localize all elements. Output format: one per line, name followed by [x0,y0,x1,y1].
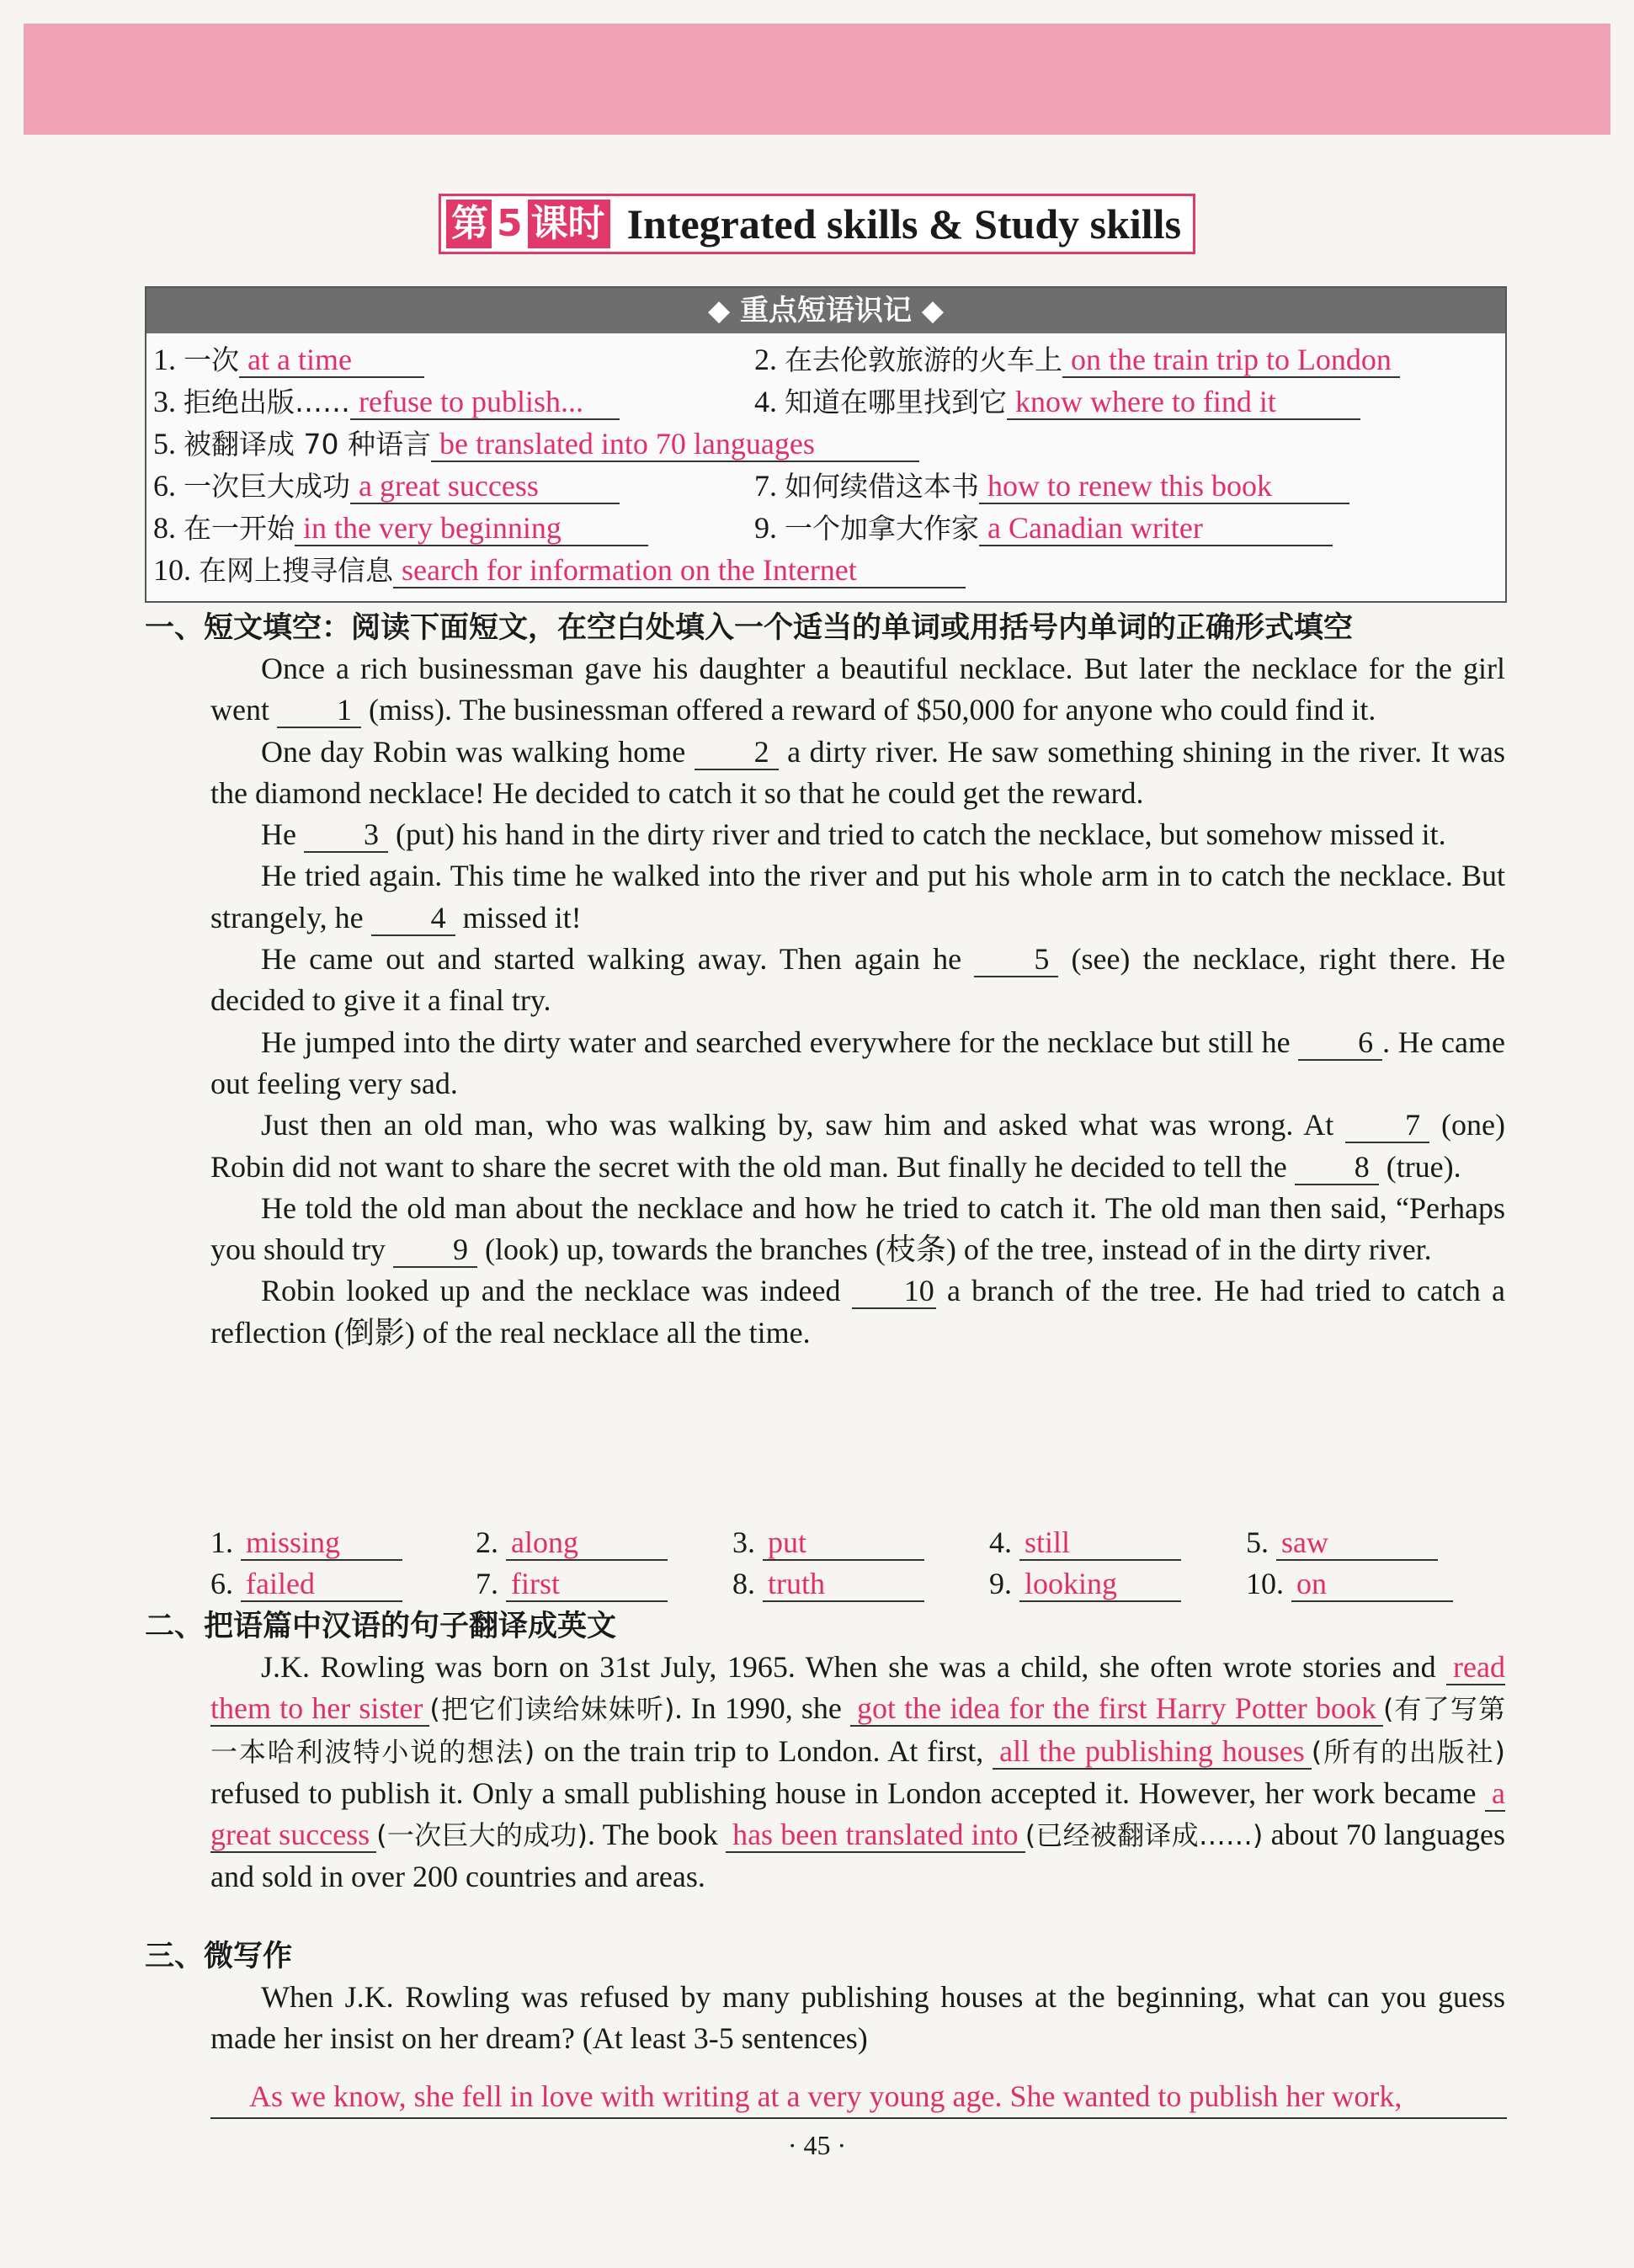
answer-item: 7. first [476,1563,668,1605]
answer-item: 8. truth [732,1563,924,1605]
phrase-item: 8. 在一开始 in the very beginning [153,507,648,550]
phrase-item: 2. 在去伦敦旅游的火车上 on the train trip to London [754,338,1400,381]
translation-answer-1: read them to her sister [210,1650,1505,1726]
phrase-item: 1. 一次 at a time [153,338,424,381]
answer-item: 5. saw [1246,1522,1438,1563]
section1-heading: 一、短文填空：阅读下面短文，在空白处填入一个适当的单词或用括号内单词的正确形式填空 [145,611,1354,645]
section2-heading: 二、把语篇中汉语的句子翻译成英文 [145,1610,617,1643]
lesson-label: 第 5 课时 [446,200,610,248]
page-number: · 45 · [787,2130,847,2160]
section1-passage: Once a rich businessman gave his daughter a beautiful necklace. But later the necklace for the girl went 1 (miss). The businessman offered a reward of $50,000 for anyone who could find it. One day Robin was walking home 2 a dirty river. He saw something shining in the river. It was the diamond necklace! He decided to catch it so that he could get the reward. He 3 (put) his hand in the dirty river and tried to catch the necklace, but somehow missed it. He tried again. This time he walked into the river and put his whole arm in to catch the necklace. But strangely, he 4 missed it! He came out and started walking away. Then again he 5 (see) the necklace, right there. He decided to give it a final try. He jumped into the dirty water and searched everywhere for the necklace but still he 6 . He came out feeling very sad. Just then an old man, who was walking by, saw him and asked what was wrong. At 7 (one) Robin did not want to share the secret with the old man. But finally he decided to tell the 8 (true). He told the old man about the necklace and how he tried to catch it. The old man then said, “Perhaps you should try 9 (look) up, towards the branches (枝条) of the tree, instead of in the dirty river. Robin looked up and the necklace was indeed 10 a branch of the tree. He had tried to catch a reflection (倒影) of the real necklace all the time. [210,652,1506,1350]
header-band [24,24,1610,135]
blank-4: 4 [371,901,455,936]
phrase-item: 5. 被翻译成 70 种语言 be translated into 70 languages [153,423,919,466]
answer-item: 9. looking [989,1563,1181,1605]
answer-item: 3. put [732,1522,924,1563]
translation-answer-2: got the idea for the first Harry Potter book [850,1691,1383,1727]
answer-item: 4. still [989,1522,1181,1563]
title-text: Integrated skills & Study skills [626,200,1182,248]
phrase-item: 4. 知道在哪里找到它 know where to find it [754,381,1360,423]
answer-item: 6. failed [210,1563,402,1605]
blank-3: 3 [304,817,388,853]
writing-prompt: When J.K. Rowling was refused by many publishing houses at the beginning, what can you guess made her insist on her dream? (At least 3-5 sentences) [210,1980,1505,2056]
blank-6: 6 [1298,1025,1382,1061]
answer-item: 1. missing [210,1522,402,1563]
blank-2: 2 [695,735,779,770]
writing-answer-line: As we know, she fell in love with writing at a very young age. She wanted to publish her work, [210,2076,1507,2119]
section2-passage: J.K. Rowling was born on 31st July, 1965. When she was a child, she often wrote stories and read them to her sister (把它们读给妹妹听). In 1990, she got the idea for the first Harry Potter book (有了写第一本哈利波特小说的想法) on the train trip to London. At first, all the publishing houses (所有的出版社) refused to publish it. Only a small publishing house in London accepted it. However, her work became a great success (一次巨大的成功). The book has been translated into (已经被翻译成……) about 70 languages and sold in over 200 countries and areas. [210,1650,1505,1894]
section1-answers [210,1522,1507,1605]
blank-5: 5 [974,942,1058,977]
blank-9: 9 [393,1232,477,1268]
phrase-item: 9. 一个加拿大作家 a Canadian writer [754,507,1333,550]
blank-7: 7 [1345,1108,1429,1143]
phrases-heading: ◆ 重点短语识记 ◆ [146,288,1505,333]
phrase-item: 3. 拒绝出版…… refuse to publish... [153,381,620,423]
translation-answer-3: all the publishing houses [993,1734,1312,1770]
blank-8: 8 [1295,1150,1379,1185]
answer-item: 2. along [476,1522,668,1563]
phrase-item: 6. 一次巨大成功 a great success [153,465,620,508]
answer-item: 10. on [1246,1563,1453,1605]
translation-answer-5: has been translated into [726,1818,1025,1853]
section3-heading: 三、微写作 [145,1940,293,1973]
phrase-item: 10. 在网上搜寻信息 search for information on the Internet [153,549,966,592]
phrase-item: 7. 如何续借这本书 how to renew this book [754,465,1349,508]
blank-1: 1 [277,693,361,728]
key-phrases-box [145,286,1507,603]
blank-10: 10 [852,1274,936,1309]
lesson-title [0,194,1634,254]
translation-answer-4: a great success [210,1776,1505,1852]
